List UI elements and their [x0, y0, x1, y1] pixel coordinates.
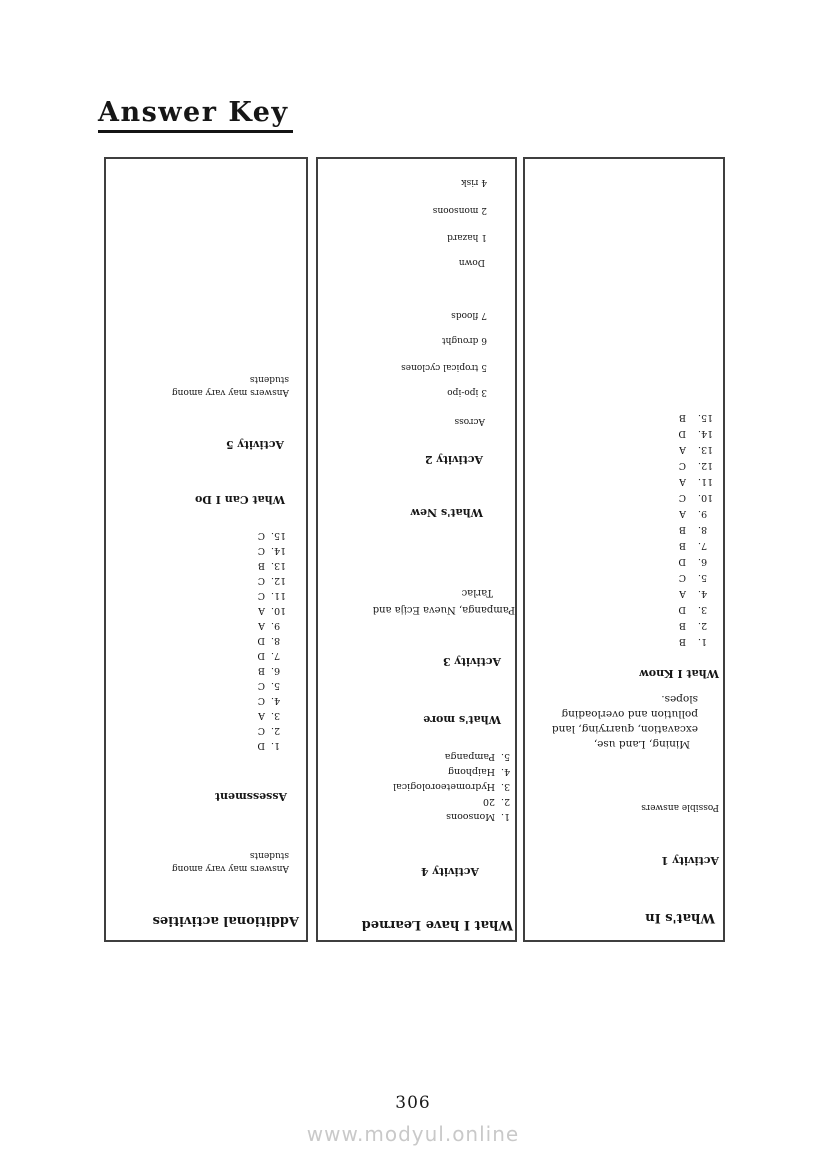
answer-number: 10.	[271, 605, 287, 616]
answer-row	[318, 794, 513, 809]
crossword-across-item: 3 ipo-ipo	[447, 387, 487, 397]
answer-number: 11.	[271, 590, 287, 601]
answer-number: 1.	[501, 811, 511, 822]
answer-number: 6.	[271, 665, 281, 676]
answer-row	[106, 633, 289, 648]
answer-row	[525, 537, 716, 553]
crossword-across-item: 5 tropical cyclones	[401, 362, 487, 372]
answer-row	[106, 723, 289, 738]
answer-row	[525, 553, 716, 569]
additional-activities-note-line: Answers may vary among	[171, 863, 289, 873]
answer-row	[106, 588, 289, 603]
section-header-assessment: Assessment	[214, 790, 287, 803]
answer-letter: A	[679, 508, 686, 519]
activity-1-answer-line: slopes.	[661, 693, 698, 705]
answer-row	[525, 585, 716, 601]
activity-5-note-line: Answers may vary among	[171, 387, 289, 397]
answer-row	[106, 528, 289, 543]
answer-letter: B	[679, 620, 686, 631]
answer-row	[318, 779, 513, 794]
answer-letter: C	[257, 590, 265, 601]
answer-letter: B	[258, 560, 265, 571]
crossword-down-item: 4 risk	[461, 177, 487, 187]
answer-number: 14.	[698, 428, 714, 439]
section-header-activity-3: Activity 3	[442, 655, 501, 668]
answer-row	[106, 738, 289, 753]
answer-number: 4.	[501, 766, 511, 777]
section-header-what-i-know: What I Know	[639, 667, 719, 680]
answer-text: Pampanga	[444, 751, 495, 762]
section-header-whats-new: What's New	[410, 506, 483, 519]
page-number: 306	[395, 1093, 431, 1113]
answer-row	[106, 678, 289, 693]
answer-number: 8.	[698, 524, 708, 535]
answer-number: 11.	[698, 476, 714, 487]
answer-box-right-content	[525, 159, 723, 940]
answer-letter: D	[257, 650, 265, 661]
answer-row	[525, 457, 716, 473]
section-header-whats-in: What's In	[645, 910, 715, 925]
answer-number: 6.	[698, 556, 708, 567]
answer-number: 14.	[271, 545, 287, 556]
answer-number: 12.	[698, 460, 714, 471]
crossword-across-item: 6 drought	[441, 335, 487, 345]
answer-box-middle-content	[318, 159, 515, 940]
answer-row	[106, 603, 289, 618]
section-header-whats-more: What's more	[423, 713, 501, 726]
answer-letter: B	[258, 665, 265, 676]
watermark-text: www.modyul.online	[306, 1122, 520, 1146]
answer-letter: A	[258, 605, 265, 616]
answer-text: Hydrometeorological	[393, 781, 495, 792]
answer-letter: C	[678, 492, 686, 503]
answer-number: 15.	[698, 412, 714, 423]
answer-letter: C	[257, 680, 265, 691]
answer-row	[106, 648, 289, 663]
activity-1-answer-line: pollution and overloading	[561, 708, 698, 720]
answer-number: 4.	[271, 695, 281, 706]
answer-letter: B	[679, 524, 686, 535]
answer-box-left-content	[106, 159, 306, 940]
assessment-answer-list	[106, 528, 289, 753]
answer-box-middle	[316, 157, 517, 942]
crossword-across-item: 7 floods	[451, 310, 487, 320]
activity-5-note-line: students	[249, 374, 289, 384]
answer-row	[106, 543, 289, 558]
answer-number: 13.	[698, 444, 714, 455]
answer-letter: C	[257, 545, 265, 556]
answer-row	[525, 569, 716, 585]
page-title: Answer Key	[98, 97, 293, 133]
answer-text: Monsoons	[446, 811, 495, 822]
activity-1-answer-line: excavation, quarrying, land	[551, 723, 698, 735]
answer-number: 1.	[698, 636, 708, 647]
answer-number: 4.	[698, 588, 708, 599]
answer-number: 9.	[698, 508, 708, 519]
activity-1-answer	[525, 691, 723, 751]
answer-row	[525, 633, 716, 649]
answer-letter: C	[257, 575, 265, 586]
section-header-additional-activities: Additional activities	[152, 913, 299, 928]
answer-number: 12.	[271, 575, 287, 586]
answer-number: 10.	[698, 492, 714, 503]
answer-row	[106, 558, 289, 573]
activity-1-answer-line: Mining, Land use,	[593, 738, 690, 750]
answer-letter: D	[257, 740, 265, 751]
answer-number: 7.	[271, 650, 281, 661]
crossword-down-label: Down	[458, 257, 485, 267]
answer-row	[525, 617, 716, 633]
answer-text: Haiphong	[447, 766, 495, 777]
answer-number: 5.	[501, 751, 511, 762]
activity-4-answer-list	[318, 749, 513, 824]
additional-activities-note-line: students	[249, 850, 289, 860]
answer-row	[106, 618, 289, 633]
answer-number: 2.	[698, 620, 708, 631]
answer-letter: C	[257, 725, 265, 736]
answer-row	[106, 708, 289, 723]
answer-letter: D	[678, 428, 686, 439]
section-header-what-can-i-do: What Can I Do	[195, 493, 285, 506]
answer-row	[318, 764, 513, 779]
answer-text: 20	[482, 796, 495, 807]
answer-row	[106, 663, 289, 678]
answer-number: 8.	[271, 635, 281, 646]
answer-number: 9.	[271, 620, 281, 631]
answer-row	[318, 749, 513, 764]
activity-3-answer: Pampanga, Nueva Ecija and Tarlac	[372, 587, 515, 615]
answer-box-left	[104, 157, 308, 942]
section-header-activity-5: Activity 5	[225, 438, 284, 451]
answer-row	[525, 521, 716, 537]
answer-letter: C	[257, 695, 265, 706]
answer-number: 7.	[698, 540, 708, 551]
answer-number: 2.	[501, 796, 511, 807]
section-header-what-i-have-learned: What I have Learned	[361, 917, 513, 932]
section-header-activity-1: Activity 1	[660, 854, 719, 867]
answer-letter: A	[258, 710, 265, 721]
answer-letter: C	[678, 572, 686, 583]
answer-letter: B	[679, 636, 686, 647]
answer-letter: D	[257, 635, 265, 646]
answer-row	[106, 693, 289, 708]
answer-row	[525, 409, 716, 425]
answer-number: 2.	[271, 725, 281, 736]
answer-letter: D	[678, 556, 686, 567]
answer-box-right	[523, 157, 725, 942]
answer-letter: A	[258, 620, 265, 631]
crossword-across-label: Across	[454, 416, 485, 426]
answer-number: 1.	[271, 740, 281, 751]
answer-row	[525, 441, 716, 457]
answer-letter: C	[678, 460, 686, 471]
activity-1-note: Possible answers	[641, 802, 719, 812]
answer-row	[525, 489, 716, 505]
answer-letter: A	[679, 588, 686, 599]
answer-number: 5.	[698, 572, 708, 583]
crossword-down-item: 1 hazard	[447, 232, 487, 242]
answer-number: 13.	[271, 560, 287, 571]
section-header-activity-2: Activity 2	[424, 453, 483, 466]
answer-row	[525, 425, 716, 441]
answer-row	[525, 505, 716, 521]
answer-number: 5.	[271, 680, 281, 691]
answer-letter: B	[679, 412, 686, 423]
answer-number: 15.	[271, 530, 287, 541]
answer-letter: B	[679, 540, 686, 551]
answer-letter: A	[679, 444, 686, 455]
answer-letter: D	[678, 604, 686, 615]
answer-number: 3.	[501, 781, 511, 792]
section-header-activity-4: Activity 4	[420, 865, 479, 878]
answer-number: 3.	[698, 604, 708, 615]
answer-letter: A	[679, 476, 686, 487]
what-i-know-answer-list	[525, 409, 716, 649]
crossword-down-item: 2 monsoons	[432, 205, 487, 215]
answer-letter: C	[257, 530, 265, 541]
answer-row	[318, 809, 513, 824]
answer-number: 3.	[271, 710, 281, 721]
answer-row	[525, 601, 716, 617]
answer-row	[525, 473, 716, 489]
answer-row	[106, 573, 289, 588]
